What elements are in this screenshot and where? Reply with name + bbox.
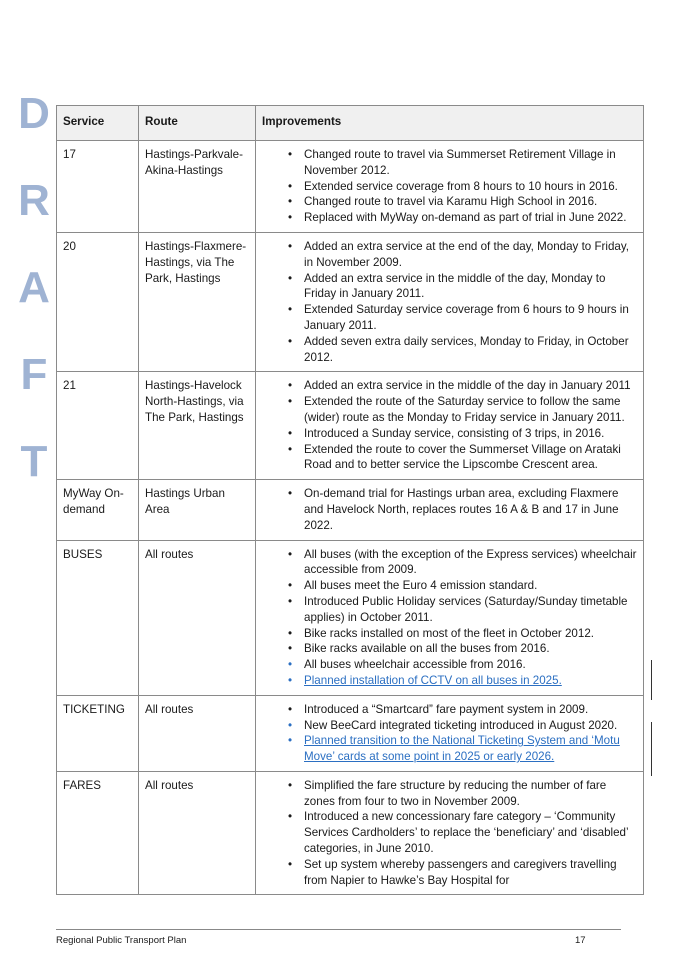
header-route: Route — [139, 106, 256, 141]
change-bar — [651, 660, 652, 700]
improvement-item: • On-demand trial for Hastings urban area, excluding Flaxmere and Havelock North, replaces routes 16 A & B and 17 in June 2022. — [262, 486, 637, 533]
improvement-item: • All buses meet the Euro 4 emission standard. — [262, 578, 637, 594]
improvement-item: • Extended the route to cover the Summerset Village on Arataki Road and to better service the Lipscombe Crescent area. — [262, 442, 637, 474]
route-cell: Hastings-Flaxmere-Hastings, via The Park, Hastings — [139, 232, 256, 371]
service-cell: FARES — [57, 771, 139, 895]
watermark-letter: R — [18, 176, 50, 225]
service-cell: 17 — [57, 141, 139, 233]
route-cell: Hastings-Havelock North-Hastings, via The Park, Hastings — [139, 372, 256, 480]
improvement-item: • Replaced with MyWay on-demand as part of trial in June 2022. — [262, 210, 637, 226]
page-number: 17 — [575, 935, 586, 946]
improvements-cell — [256, 480, 644, 540]
improvements-cell — [256, 372, 644, 480]
improvement-item: • Extended Saturday service coverage from 6 hours to 9 hours in January 2011. — [262, 302, 637, 334]
service-cell: BUSES — [57, 540, 139, 695]
improvements-cell — [256, 232, 644, 371]
improvement-item: • Introduced a “Smartcard” fare payment system in 2009. — [262, 702, 637, 718]
improvement-item: • Introduced a new concessionary fare category – ‘Community Services Cardholders’ to replace the ‘beneficiary’ and ‘disabled’ categories, in June 2010. — [262, 809, 637, 856]
watermark-letter: T — [20, 437, 48, 486]
improvement-item: • Changed route to travel via Karamu High School in 2016. — [262, 194, 637, 210]
route-cell: All routes — [139, 540, 256, 695]
improvement-item: • Extended service coverage from 8 hours to 10 hours in 2016. — [262, 179, 637, 195]
route-cell: Hastings Urban Area — [139, 480, 256, 540]
improvements-list — [262, 147, 637, 226]
improvement-item: • Extended the route of the Saturday service to follow the same (wider) route as the Monday to Friday service in January 2011. — [262, 394, 637, 426]
improvements-list — [262, 378, 637, 473]
route-cell: All routes — [139, 771, 256, 895]
improvement-item: • Bike racks installed on most of the fleet in October 2012. — [262, 626, 637, 642]
improvement-item: • Added an extra service in the middle of the day in January 2011 — [262, 378, 637, 394]
table-header-row — [57, 106, 644, 141]
service-cell: MyWay On-demand — [57, 480, 139, 540]
watermark-letter: D — [18, 89, 50, 138]
draft-watermark — [14, 89, 54, 527]
route-cell: All routes — [139, 695, 256, 771]
improvements-table — [56, 105, 644, 895]
improvement-item: • Introduced a Sunday service, consisting of 3 trips, in 2016. — [262, 426, 637, 442]
route-cell: Hastings-Parkvale-Akina-Hastings — [139, 141, 256, 233]
header-improvements: Improvements — [256, 106, 644, 141]
table-row — [57, 695, 644, 771]
improvements-list — [262, 702, 637, 765]
improvements-cell — [256, 771, 644, 895]
improvement-item: • Bike racks available on all the buses from 2016. — [262, 641, 637, 657]
improvement-item: • All buses (with the exception of the Express services) wheelchair accessible from 2009. — [262, 547, 637, 579]
table-row — [57, 771, 644, 895]
table-row — [57, 540, 644, 695]
improvements-list — [262, 239, 637, 365]
improvement-item: • Added seven extra daily services, Monday to Friday, in October 2012. — [262, 334, 637, 366]
table-row — [57, 372, 644, 480]
improvement-item[interactable]: • Planned transition to the National Ticketing System and ‘Motu Move’ cards at some point in 2025 or early 2026. — [262, 733, 637, 765]
improvements-cell — [256, 695, 644, 771]
improvement-item: • Added an extra service in the middle of the day, Monday to Friday in January 2011. — [262, 271, 637, 303]
improvement-item: • Set up system whereby passengers and caregivers travelling from Napier to Hawke’s Bay Hospital for — [262, 857, 637, 889]
watermark-letter: F — [20, 350, 48, 399]
improvement-item: • Changed route to travel via Summerset Retirement Village in November 2012. — [262, 147, 637, 179]
service-cell: 20 — [57, 232, 139, 371]
improvement-item: • New BeeCard integrated ticketing introduced in August 2020. — [262, 718, 637, 734]
improvements-list — [262, 486, 637, 533]
improvement-item: • Added an extra service at the end of the day, Monday to Friday, in November 2009. — [262, 239, 637, 271]
header-service: Service — [57, 106, 139, 141]
footer-divider — [56, 929, 621, 930]
service-cell: TICKETING — [57, 695, 139, 771]
service-cell: 21 — [57, 372, 139, 480]
improvement-item: • Simplified the fare structure by reducing the number of fare zones from four to two in November 2009. — [262, 778, 637, 810]
table-row — [57, 141, 644, 233]
watermark-letter: A — [18, 263, 50, 312]
improvement-item: • All buses wheelchair accessible from 2016. — [262, 657, 637, 673]
improvements-list — [262, 547, 637, 689]
change-bar — [651, 722, 652, 776]
improvements-cell — [256, 141, 644, 233]
improvement-item: • Introduced Public Holiday services (Saturday/Sunday timetable applies) in October 2011. — [262, 594, 637, 626]
footer-title: Regional Public Transport Plan — [56, 935, 187, 946]
table-row — [57, 480, 644, 540]
table-row — [57, 232, 644, 371]
improvement-item[interactable]: • Planned installation of CCTV on all buses in 2025. — [262, 673, 637, 689]
improvements-cell — [256, 540, 644, 695]
improvements-list — [262, 778, 637, 889]
